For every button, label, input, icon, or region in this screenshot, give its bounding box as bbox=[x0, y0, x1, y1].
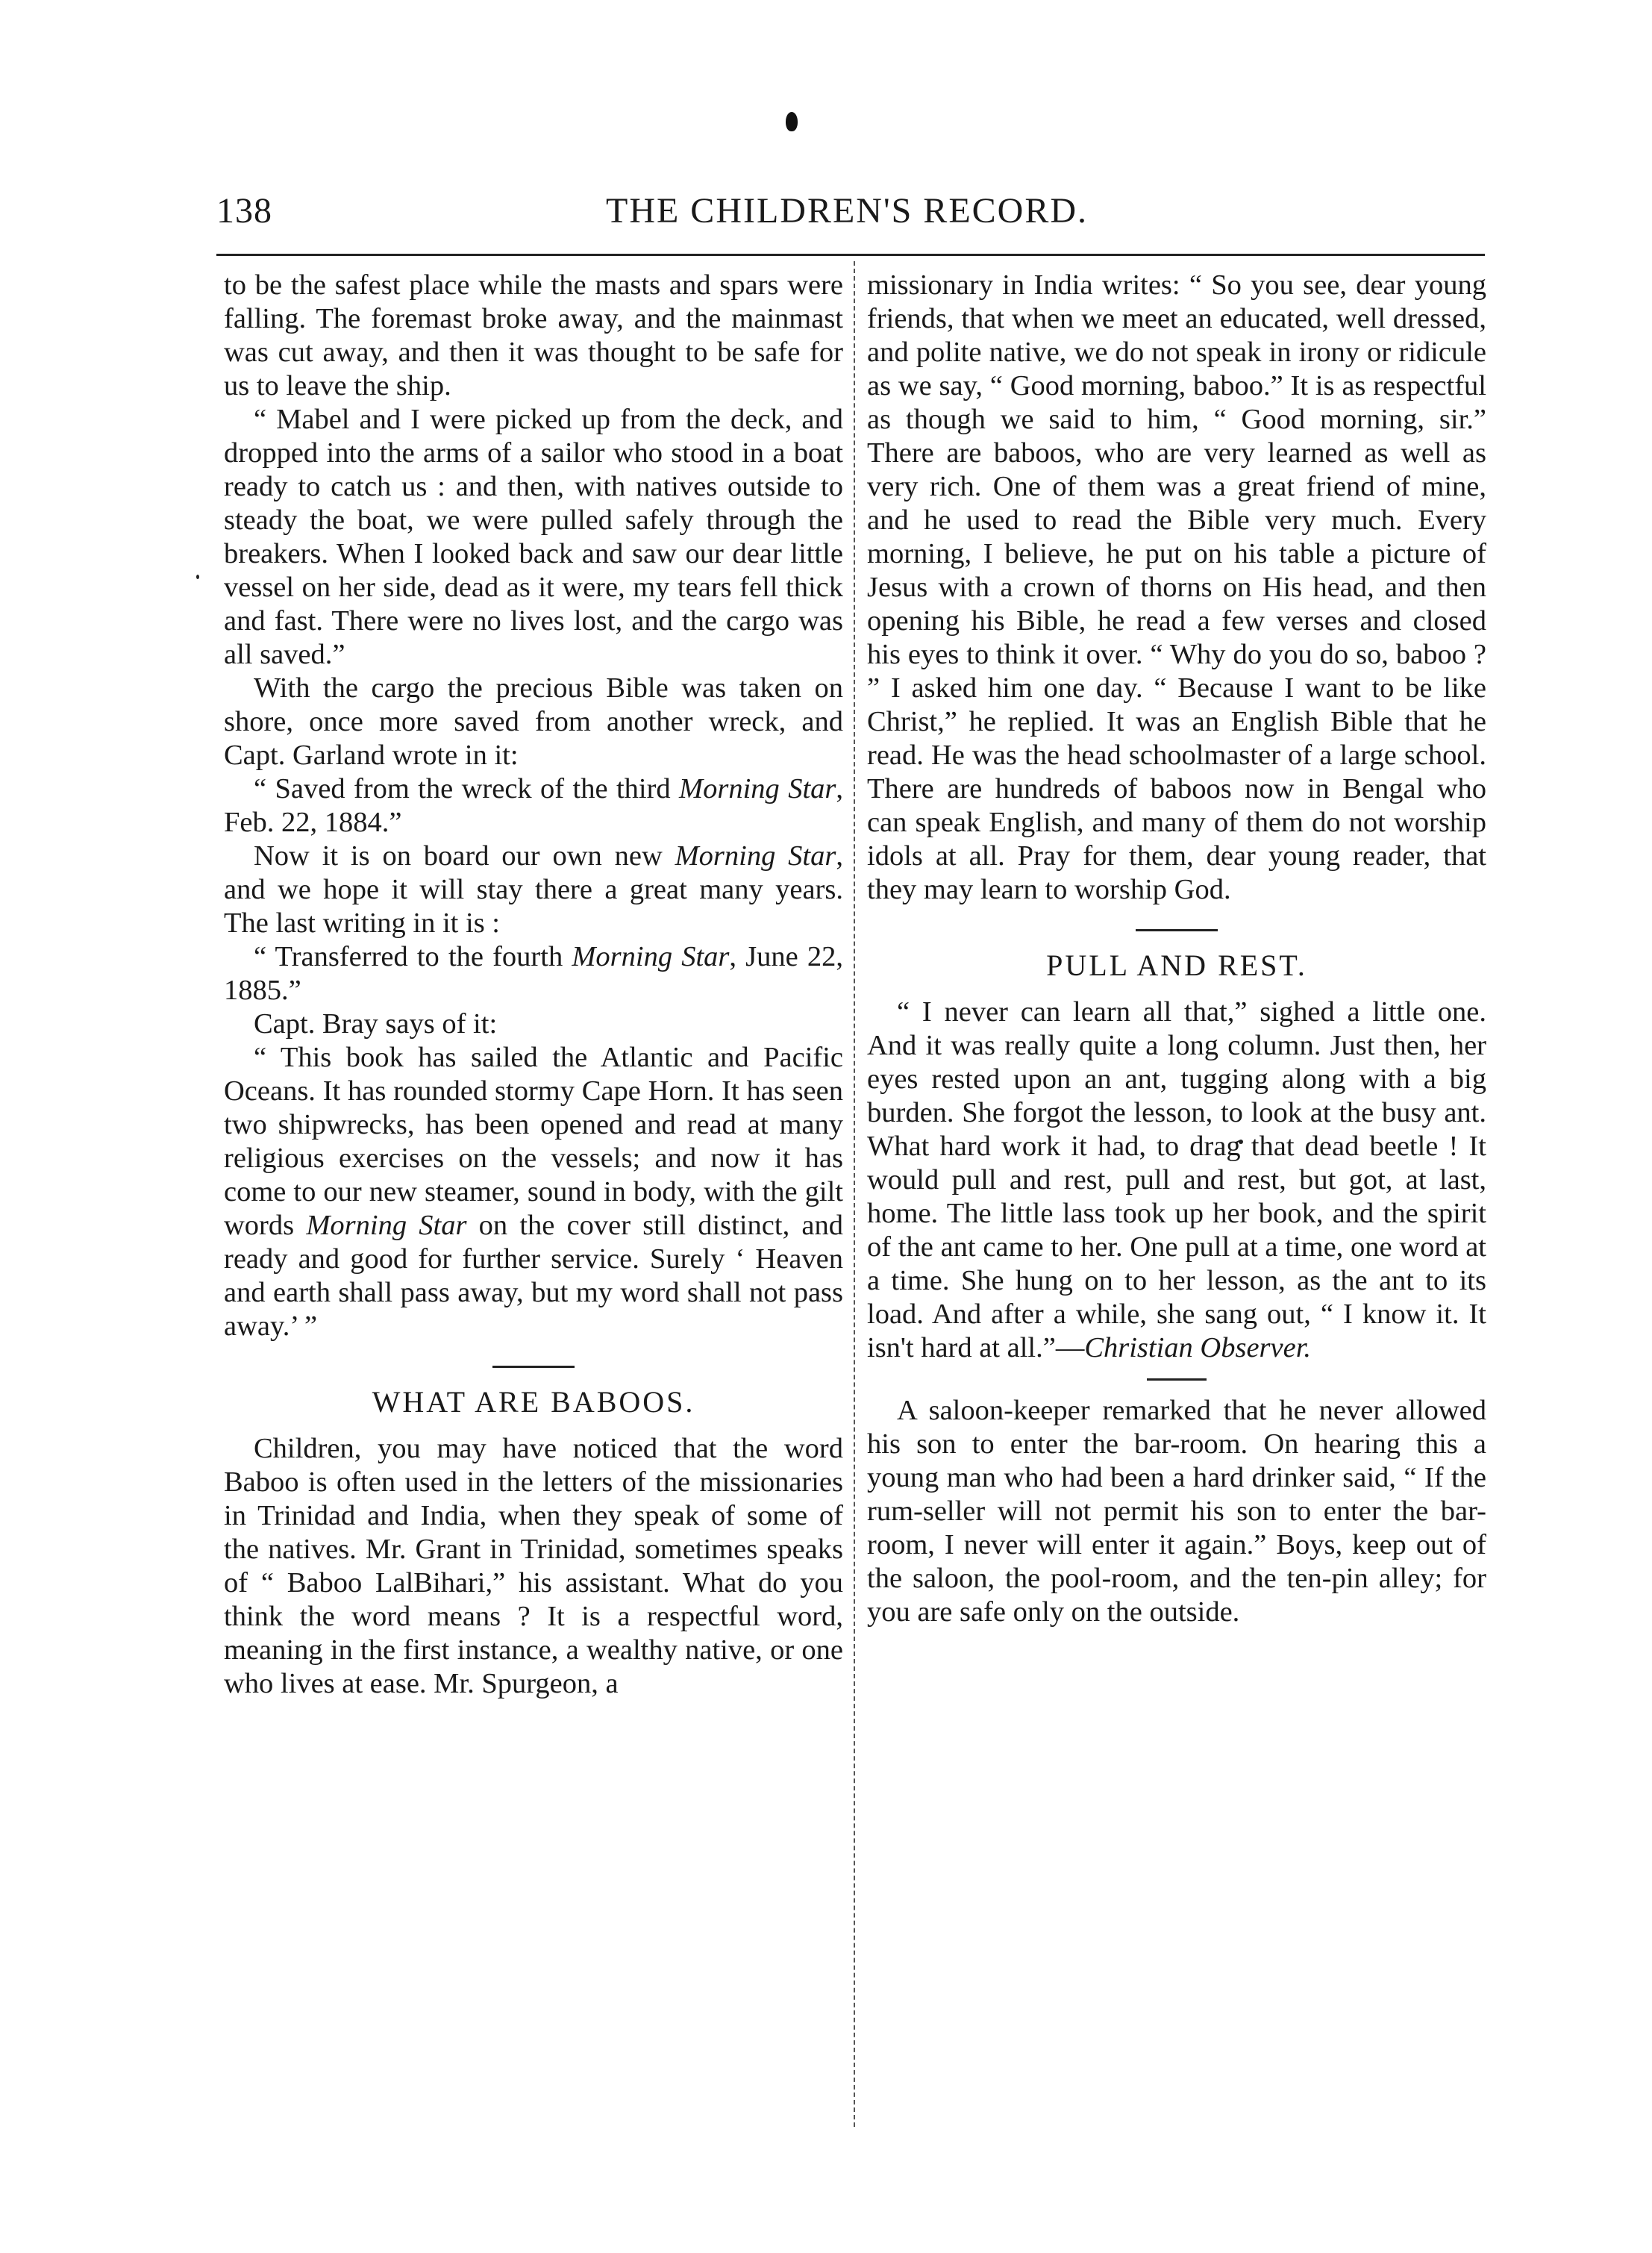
paragraph: Children, you may have noticed that the word Baboo is often used in the letters of the missionaries in Trinidad and India, when they speak of some of the natives. Mr. Grant in Trinidad, sometimes speaks of “ Baboo LalBihari,” his assistant. What do you think the word means ? It is a respectful word, meaning in the first instance, a wealthy native, or one who lives at ease. Mr. Spurgeon, a bbox=[224, 1433, 843, 1699]
text: , June 22, 1885.” bbox=[224, 941, 844, 1006]
paragraph bbox=[224, 1041, 843, 1343]
paragraph bbox=[224, 772, 843, 840]
right-column bbox=[867, 269, 1486, 1629]
ship-name: Morning Star bbox=[306, 1210, 467, 1241]
paragraph: “ Mabel and I were picked up from the deck, and dropped into the arms of a sailor who stood in a boat ready to catch us : and then, with natives outside to steady the boat, we were pulled safely through the breakers. When I looked back and saw our dear little vessel on her side, dead as it were, my tears fell thick and fast. There were no lives lost, and the cargo was all saved.” bbox=[224, 404, 843, 670]
ship-name: Morning Star bbox=[675, 840, 836, 872]
text: Now it is on board our own new bbox=[254, 840, 675, 872]
page-number: 138 bbox=[216, 191, 272, 231]
page-header bbox=[216, 190, 1477, 243]
left-column bbox=[224, 269, 843, 1701]
ship-name: Morning Star bbox=[572, 941, 730, 972]
text: “ Transferred to the fourth bbox=[254, 941, 572, 972]
text: , Feb. 22, 1884.” bbox=[224, 773, 843, 838]
paragraph: missionary in India writes: “ So you see, dear young friends, that when we meet an educated, well dressed, and polite native, we do not speak in irony or ridicule as we say, “ Good morning, baboo.” It is as respectful as though we said to him, “ Good morning, sir.” There are baboos, who are very learned as well as very rich. One of them was a great friend of mine, and he used to read the Bible very much. Every morning, I believe, he put on his table a picture of Jesus with a crown of thorns on His head, and then opening his Bible, he read a few verses and closed his eyes to think it over. “ Why do you do so, baboo ? ” I asked him one day. “ Because I want to be like Christ,” he replied. It was an English Bible that he read. He was the head schoolmaster of a large school. There are hundreds of baboos now in Bengal who can speak English, and many of them do not worship idols at all. Pray for them, dear young reader, that they may learn to worship God. bbox=[867, 269, 1486, 905]
paragraph: With the cargo the precious Bible was taken on shore, once more saved from another wreck, and Capt. Garland wrote in it: bbox=[224, 672, 843, 771]
text: “ This book has sailed the Atlantic and Pacific Oceans. It has rounded stormy Cape Horn. It has seen two shipwrecks, has been opened and read at many religious exercises on the vessels; and now it has come to our new steamer, sound in body, with the gilt words bbox=[224, 1042, 843, 1241]
paragraph: to be the safest place while the masts and spars were falling. The foremast broke away, and the mainmast was cut away, and then it was thought to be safe for us to leave the ship. bbox=[224, 269, 843, 401]
paragraph: A saloon-keeper remarked that he never allowed his son to enter the bar-room. On hearing this a young man who had been a hard drinker said, “ If the rum-seller will not permit his son to enter the bar-room, I never will enter it again.” Boys, keep out of the saloon, the pool-room, and the ten-pin alley; for you are safe only on the outside. bbox=[867, 1395, 1486, 1628]
ink-blot bbox=[786, 112, 798, 131]
paragraph bbox=[867, 996, 1486, 1365]
section-rule bbox=[1136, 929, 1218, 931]
section-rule bbox=[1147, 1378, 1207, 1381]
paragraph bbox=[224, 940, 843, 1007]
section-heading: WHAT ARE BABOOS. bbox=[372, 1385, 695, 1419]
text: “ I never can learn all that,” sighed a little one. And it was really quite a long column. Just then, her eyes rested upon an ant, tugging along with a big burden. She forgot the lesson, to look at the busy ant. What hard work it had, to drag that dead beetle ! It would pull and rest, pull and rest, but got, at last, home. The little lass took up her book, and the spirit of the ant came to her. One pull at a time, one word at a time. She hung on to her lesson, as the ant to its load. And after a while, she sang out, “ I know it. It isn't hard at all.”— bbox=[867, 996, 1486, 1363]
section-heading: PULL AND REST. bbox=[1046, 949, 1307, 982]
text: , and we hope it will stay there a great many years. The last writing in it is : bbox=[224, 840, 843, 939]
section-rule bbox=[492, 1366, 575, 1368]
text: on the cover still distinct, and ready and good for further service. Surely ‘ Heaven and earth shall pass away, but my word shall not pass away.’ ” bbox=[224, 1210, 844, 1342]
paragraph bbox=[224, 840, 843, 940]
header-rule bbox=[216, 254, 1485, 256]
running-title: THE CHILDREN'S RECORD. bbox=[606, 191, 1088, 231]
text: “ Saved from the wreck of the third bbox=[254, 773, 680, 804]
ship-name: Morning Star bbox=[679, 773, 836, 804]
ink-speck bbox=[196, 575, 199, 579]
column-divider bbox=[854, 261, 855, 2127]
paragraph: Capt. Bray says of it: bbox=[254, 1008, 498, 1040]
source-credit: Christian Observer. bbox=[1084, 1332, 1312, 1363]
